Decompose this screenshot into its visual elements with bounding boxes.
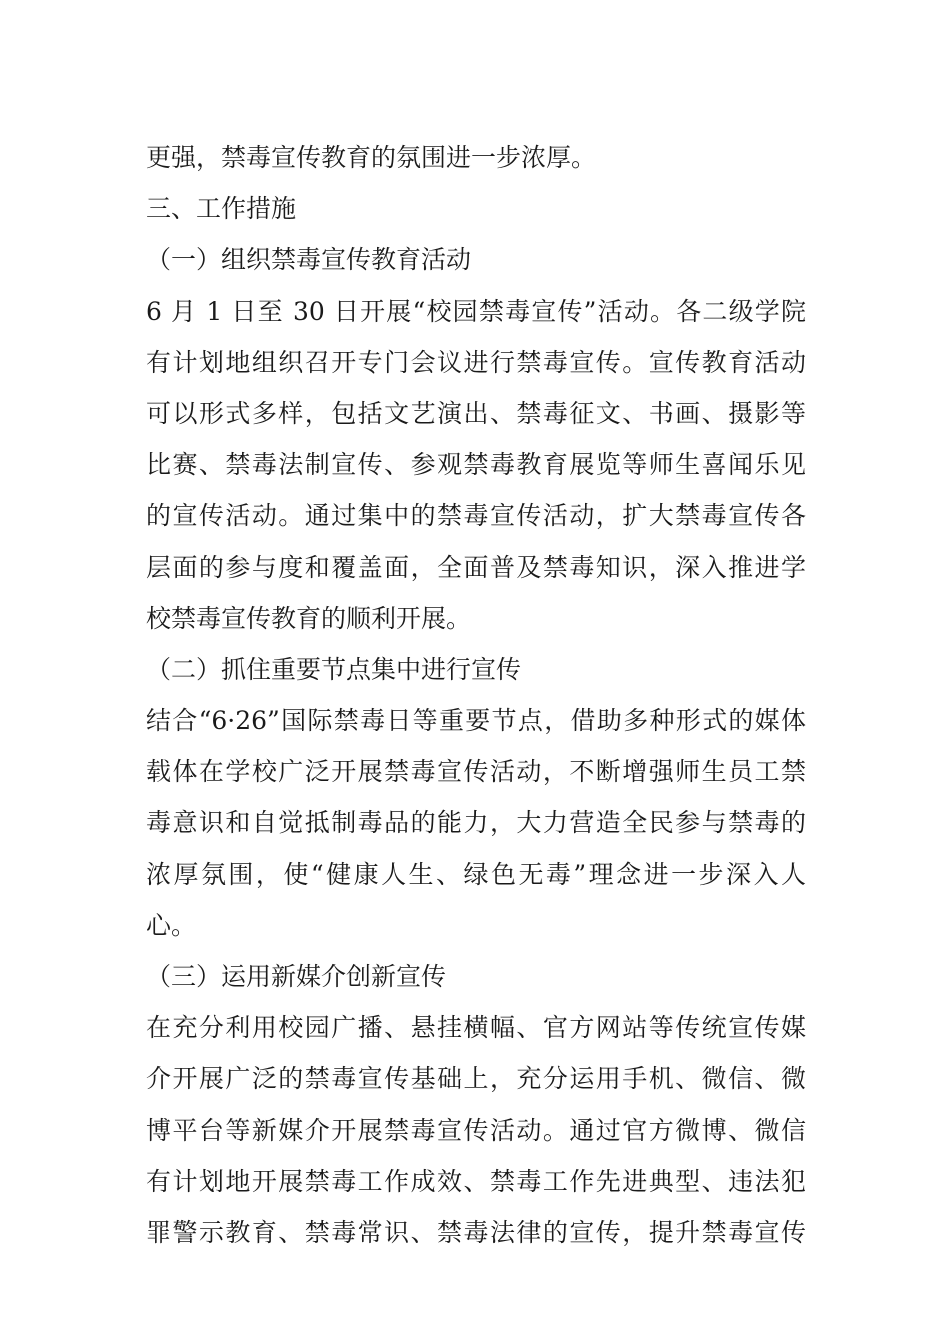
paragraph-line: 在充分利用校园广播、悬挂横幅、官方网站等传统宣传媒 [146,1013,806,1043]
paragraph-line: 博平台等新媒介开展禁毒宣传活动。通过官方微博、微信 [146,1115,806,1145]
paragraph-line: 载体在学校广泛开展禁毒宣传活动，不断增强师生员工禁 [146,757,806,787]
paragraph-line: 心。 [146,910,197,940]
paragraph-line: 更强，禁毒宣传教育的氛围进一步浓厚。 [146,143,597,172]
paragraph-line: 毒意识和自觉抵制毒品的能力，大力营造全民参与禁毒的 [146,808,806,838]
paragraph-line: 可以形式多样，包括文艺演出、禁毒征文、书画、摄影等 [146,398,806,428]
section-heading: 三、工作措施 [146,194,297,224]
paragraph-line: 有计划地开展禁毒工作成效、禁毒工作先进典型、违法犯 [146,1166,806,1196]
paragraph-line: 层面的参与度和覆盖面，全面普及禁毒知识，深入推进学 [146,552,806,582]
subsection-heading: （二）抓住重要节点集中进行宣传 [146,654,522,684]
paragraph-line: 结合“6·26”国际禁毒日等重要节点，借助多种形式的媒体 [146,706,806,736]
paragraph-line: 浓厚氛围，使“健康人生、绿色无毒”理念进一步深入人 [146,859,806,889]
paragraph-line: 罪警示教育、禁毒常识、禁毒法律的宣传，提升禁毒宣传 [146,1217,806,1247]
subsection-heading: （一）组织禁毒宣传教育活动 [146,245,472,275]
subsection-heading: （三）运用新媒介创新宣传 [146,962,447,991]
paragraph-line: 有计划地组织召开专门会议进行禁毒宣传。宣传教育活动 [146,347,806,377]
paragraph-line: 介开展广泛的禁毒宣传基础上，充分运用手机、微信、微 [146,1064,806,1094]
paragraph-line: 6 月 1 日至 30 日开展“校园禁毒宣传”活动。各二级学院 [146,296,806,326]
document-body [146,132,806,1258]
paragraph-line: 的宣传活动。通过集中的禁毒宣传活动，扩大禁毒宣传各 [146,501,806,531]
paragraph-line: 比赛、禁毒法制宣传、参观禁毒教育展览等师生喜闻乐见 [146,450,806,480]
paragraph-line: 校禁毒宣传教育的顺利开展。 [146,603,472,633]
